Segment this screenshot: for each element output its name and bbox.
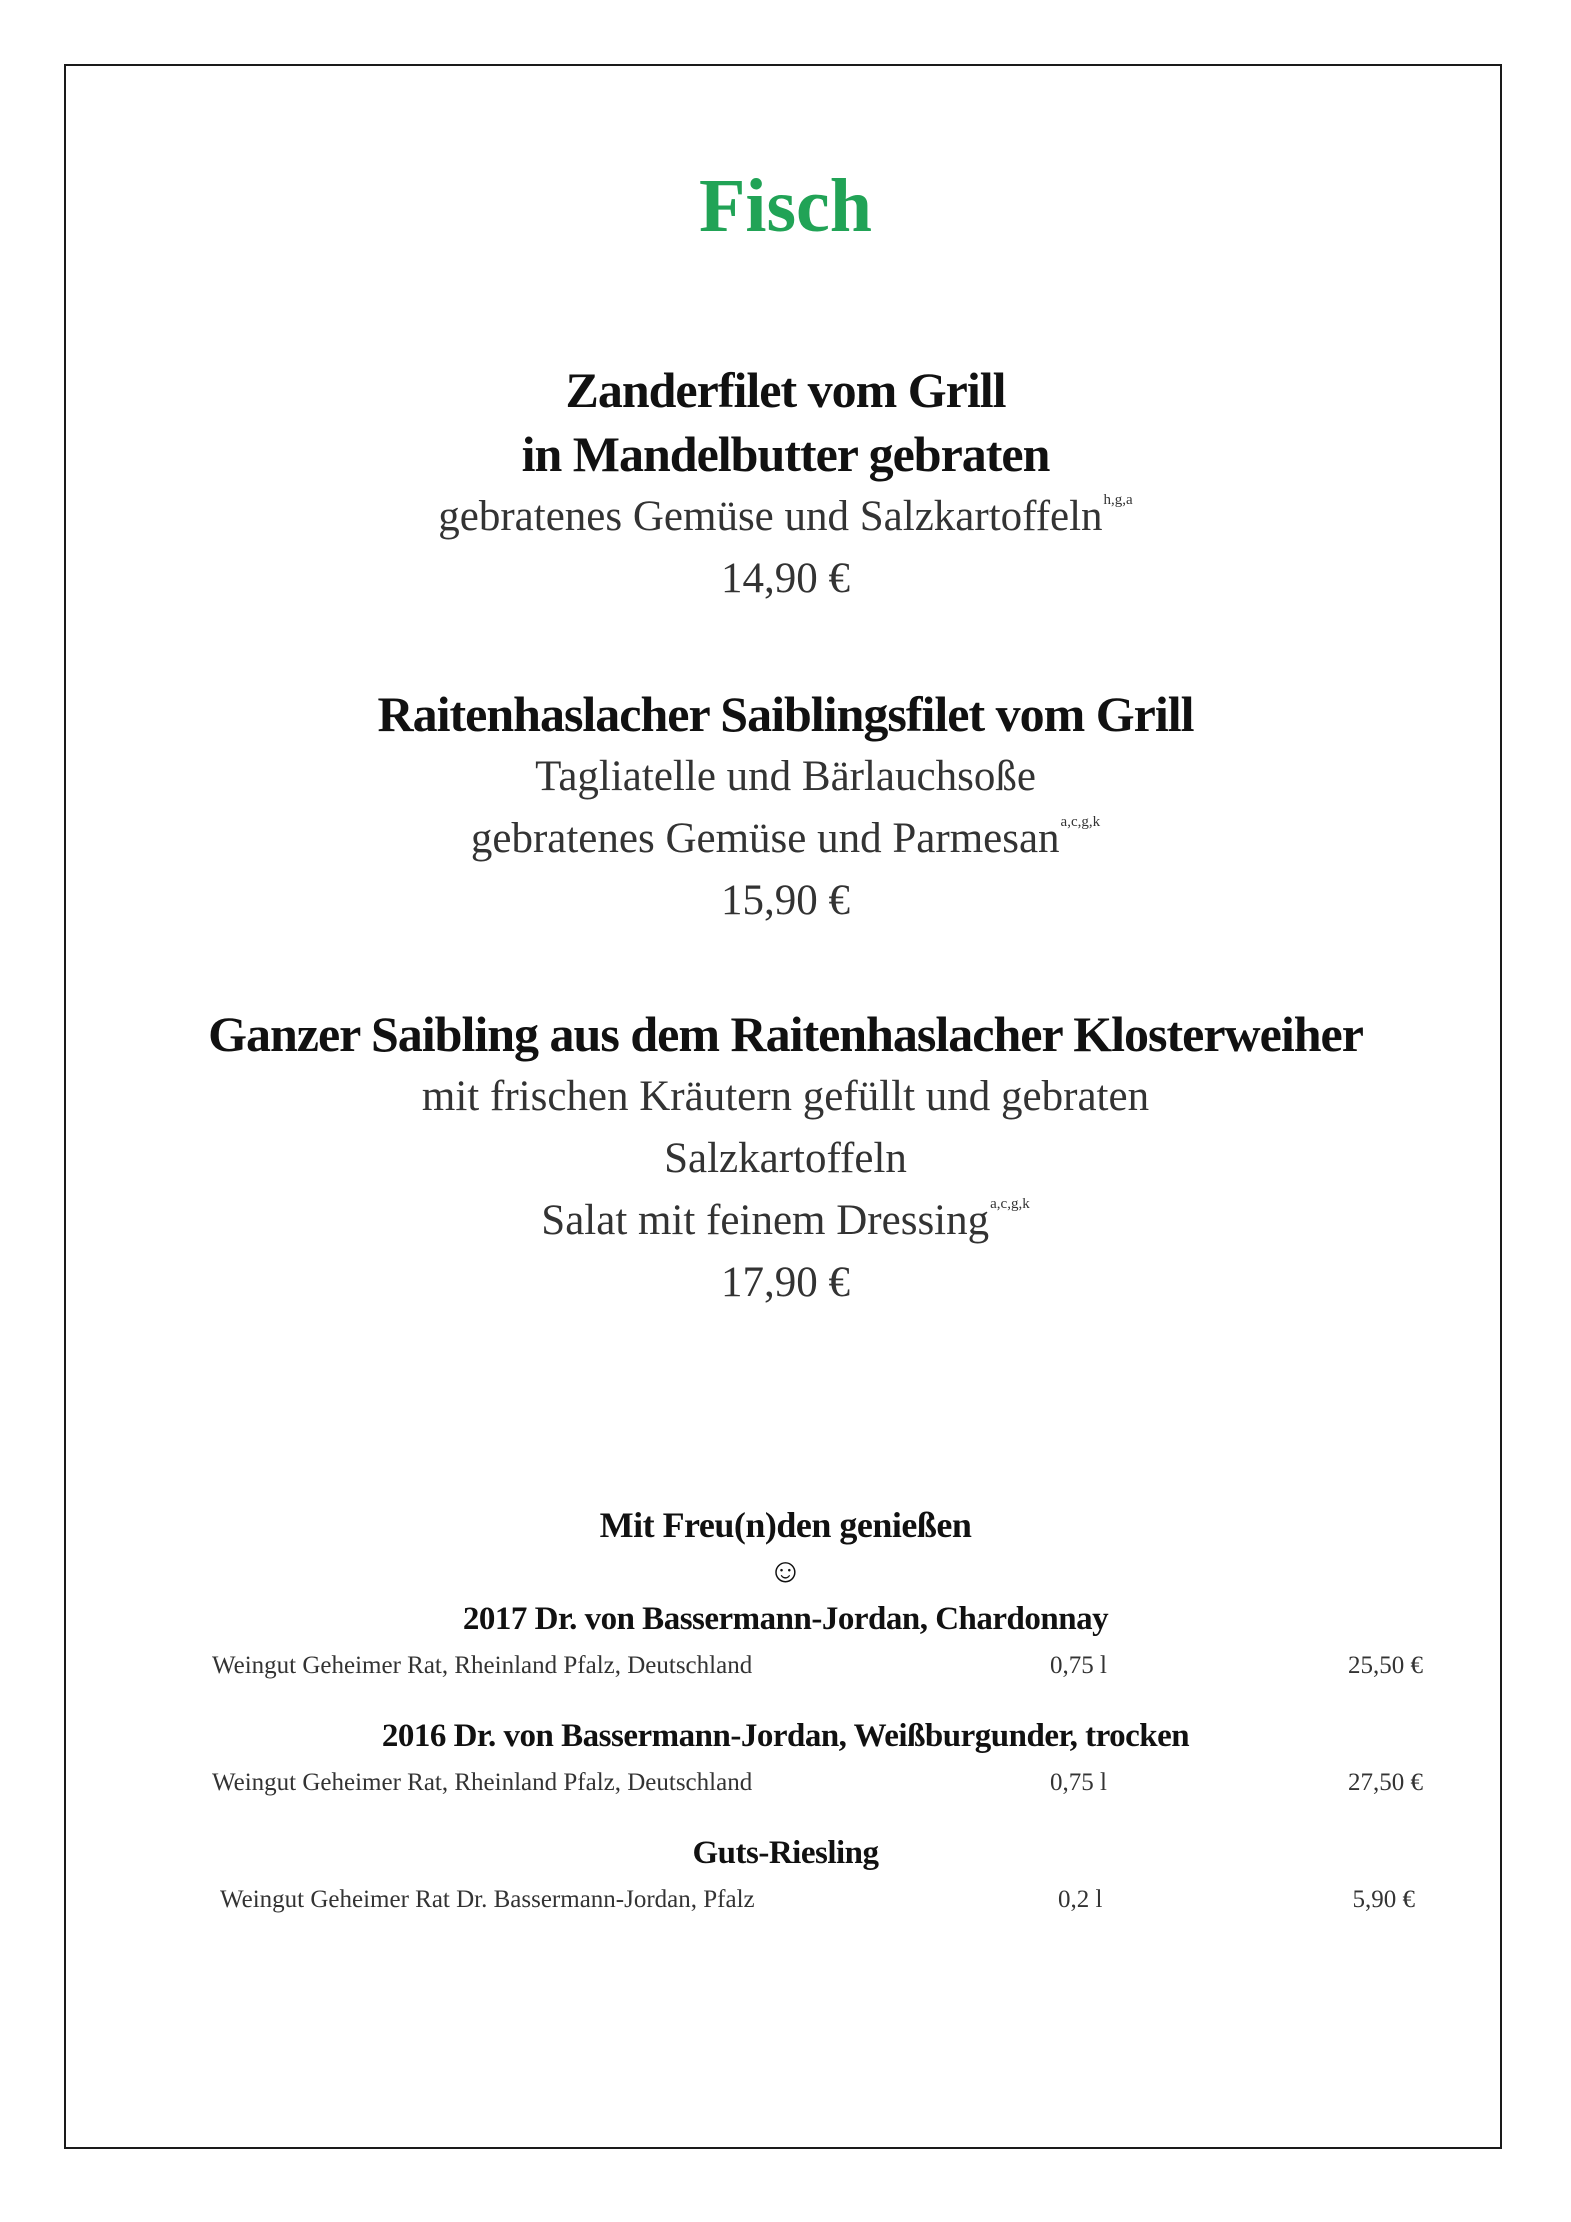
page-title: Fisch [698,164,873,248]
dish-description: Tagliatelle und Bärlauchsoße [535,753,1036,800]
dish-description: Salat mit feinem Dressing$^{a,c,g,k}$ [541,1196,1030,1244]
dish-price: 14,90 € [721,555,850,602]
dish-name: Zanderfilet vom Grill [565,362,1006,418]
wine-price: 25,50 € [1348,1652,1423,1679]
smiley-icon: ☺ [768,1553,803,1590]
wine-name: 2016 Dr. von Bassermann-Jordan, Weißburgunder, trocken [381,1718,1190,1754]
wine-origin: Weingut Geheimer Rat Dr. Bassermann-Jordan, Pfalz [220,1886,755,1913]
allergen-codes: a,c,g,k [1060,814,1101,830]
allergen-codes: h,g,a [1103,492,1133,508]
dish-price: 17,90 € [721,1259,850,1306]
dish-name: in Mandelbutter gebraten [521,426,1050,482]
wine-name: Guts-Riesling [692,1835,879,1871]
dish-description: Salzkartoffeln [664,1135,907,1182]
dish-description: gebratenes Gemüse und Parmesan$^{a,c,g,k}$ [470,814,1101,862]
wine-volume: 0,2 l [1058,1886,1103,1913]
allergen-codes: a,c,g,k [990,1196,1030,1212]
wine-details-row [0,1765,1571,1801]
dish-description: mit frischen Kräutern gefüllt und gebraten [421,1073,1150,1120]
wine-section-heading: Mit Freu(n)den genießen [599,1505,972,1545]
wine-origin: Weingut Geheimer Rat, Rheinland Pfalz, Deutschland [212,1769,753,1796]
dish-item [0,1002,1571,1314]
wine-name: 2017 Dr. von Bassermann-Jordan, Chardonnay [462,1601,1109,1637]
dish-name: Ganzer Saibling aus dem Raitenhaslacher Klosterweiher [208,1006,1363,1062]
wine-volume: 0,75 l [1050,1769,1107,1796]
wine-volume: 0,75 l [1050,1652,1107,1679]
wine-details-row [0,1648,1571,1684]
dish-name: Raitenhaslacher Saiblingsfilet vom Grill [377,686,1194,742]
wine-price: 27,50 € [1348,1769,1423,1796]
wine-details-row [0,1882,1571,1918]
dish-description: gebratenes Gemüse und Salzkartoffeln$^{h,g,a}$ [438,492,1133,540]
wine-origin: Weingut Geheimer Rat, Rheinland Pfalz, Deutschland [212,1652,753,1679]
wine-price: 5,90 € [1352,1886,1415,1913]
dish-price: 15,90 € [721,877,850,924]
dish-item [0,358,1571,610]
dish-item [0,682,1571,932]
